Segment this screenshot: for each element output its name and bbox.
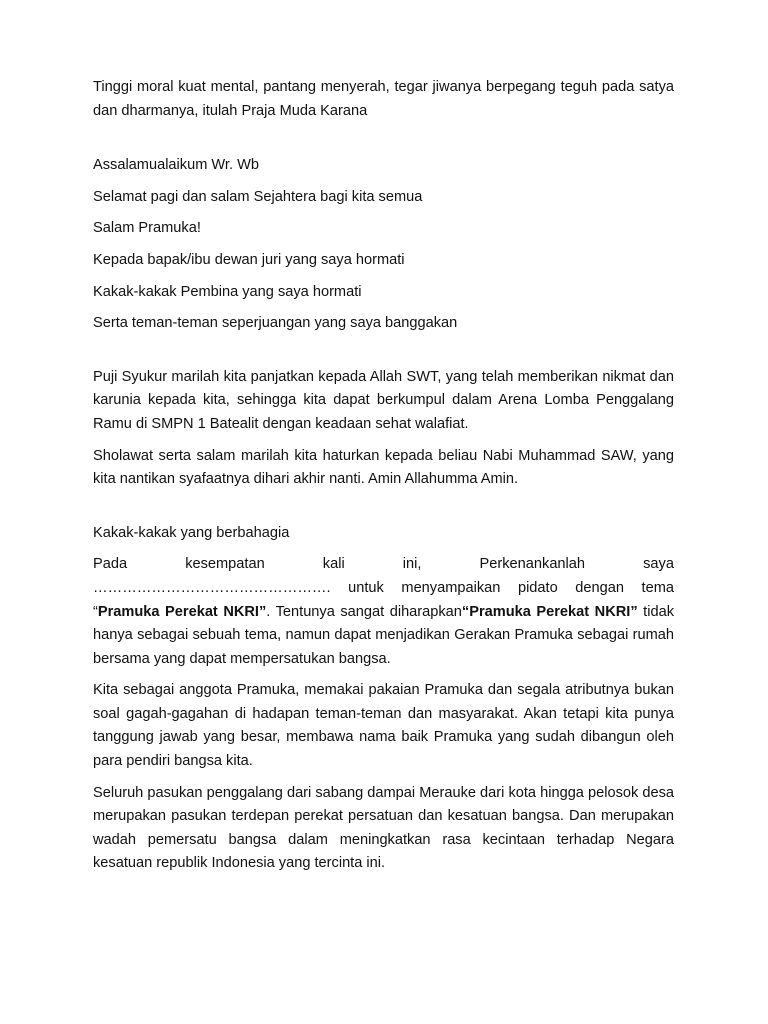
theme-text: . Tentunya sangat diharapkan xyxy=(266,603,462,620)
greeting-line: Selamat pagi dan salam Sejahtera bagi kita semua xyxy=(93,188,423,205)
theme-word: Perkenankanlah xyxy=(479,556,586,573)
greeting-line: Serta teman-teman seperjuangan yang saya banggakan xyxy=(93,315,458,332)
theme-body xyxy=(93,577,674,671)
paragraph-address: Kakak-kakak yang berbahagia xyxy=(93,524,290,541)
theme-title-bold: “Pramuka Perekat NKRI” xyxy=(461,603,638,620)
theme-first-line xyxy=(93,553,674,577)
theme-word: ini, xyxy=(402,556,422,573)
theme-text: tidak hanya sebagai sebuah tema, namun dapat menjadikan Gerakan Pramuka sebagai rumah bersama yang dapat mempersatukan bangsa. xyxy=(93,603,674,667)
document-page xyxy=(93,76,674,884)
paragraph-theme xyxy=(93,553,674,671)
paragraph-gratitude: Puji Syukur marilah kita panjatkan kepada Allah SWT, yang telah memberikan nikmat dan karunia kepada kita, sehingga kita dapat berkumpul dalam Arena Lomba Penggalang Ramu di SMPN 1 Batealit dengan keadaan sehat walafiat. xyxy=(93,368,674,432)
paragraph-sholawat: Sholawat serta salam marilah kita haturkan kepada beliau Nabi Muhammad SAW, yang kita nantikan syafaatnya dihari akhir nanti. Amin Allahumma Amin. xyxy=(93,447,674,488)
theme-word: kali xyxy=(322,556,345,573)
greeting-line: Assalamualaikum Wr. Wb xyxy=(93,157,259,174)
opening-motto: Tinggi moral kuat mental, pantang menyerah, tegar jiwanya berpegang teguh pada satya dan dharmanya, itulah Praja Muda Karana xyxy=(93,79,674,119)
theme-word: kesempatan xyxy=(185,556,265,573)
theme-word: Pada xyxy=(93,556,128,573)
paragraph-responsibility: Kita sebagai anggota Pramuka, memakai pakaian Pramuka dan segala atributnya bukan soal gagah-gagahan di hadapan teman-teman dan masyarakat. Akan tetapi kita punya tanggung jawab yang besar, membawa nama baik Pramuka yang sudah dibangun oleh para pendiri bangsa kita. xyxy=(93,682,674,770)
paragraph-unity: Seluruh pasukan penggalang dari sabang dampai Merauke dari kota hingga pelosok desa merupakan pasukan terdepan perekat persatuan dan kesatuan bangsa. Dan merupakan wadah pemersatu bangsa dalam meningkatkan rasa kecintaan terhadap Negara kesatuan republik Indonesia yang tercinta ini. xyxy=(93,784,674,872)
greeting-line: Salam Pramuka! xyxy=(93,220,201,237)
greeting-line: Kepada bapak/ibu dewan juri yang saya hormati xyxy=(93,251,405,268)
greeting-line: Kakak-kakak Pembina yang saya hormati xyxy=(93,283,362,300)
name-blank-dots: …………………………………………. xyxy=(93,579,331,596)
theme-title-bold: Pramuka Perekat NKRI” xyxy=(97,603,267,620)
theme-text: untuk menyampaikan pidato dengan tema “ xyxy=(93,579,674,620)
theme-word: saya xyxy=(643,556,674,573)
